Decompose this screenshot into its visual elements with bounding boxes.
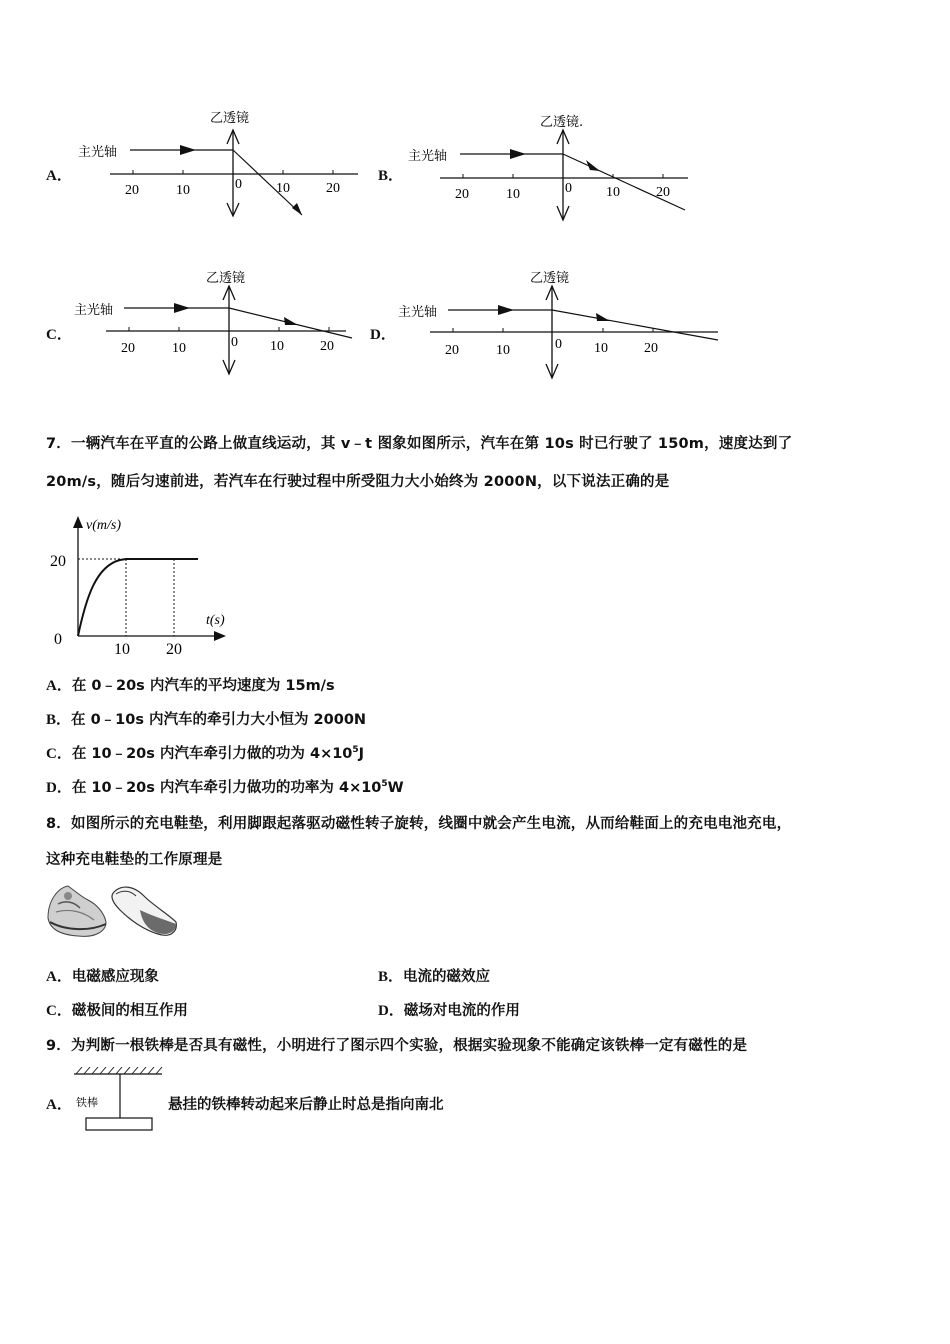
q6-option-a-letter: A． bbox=[46, 168, 72, 184]
iron-bar-label: 铁棒 bbox=[76, 1096, 98, 1109]
q6-option-c-diagram bbox=[66, 262, 366, 387]
concave-lens bbox=[227, 130, 239, 216]
q9-option-a-diagram bbox=[70, 1062, 166, 1134]
option-text: 电磁感应现象 bbox=[71, 969, 159, 985]
tick-label: 10 bbox=[594, 341, 608, 356]
refracted-ray bbox=[563, 154, 685, 210]
option-text-main: 在 10﹣20s 内汽车牵引力做功的功率为 4×10 bbox=[71, 780, 382, 796]
option-letter: D． bbox=[378, 1003, 404, 1019]
x-axis-arrow bbox=[214, 631, 226, 641]
tick-label: 20 bbox=[125, 183, 139, 198]
lens-label: 乙透镜 bbox=[210, 111, 250, 126]
tick-label: 20 bbox=[445, 343, 459, 358]
exponent: 5 bbox=[381, 779, 388, 790]
exponent: 5 bbox=[352, 745, 359, 756]
q6-option-d-diagram bbox=[390, 262, 725, 387]
tick-label: 10 bbox=[276, 181, 290, 196]
axis-ticks bbox=[453, 328, 653, 332]
option-text: 在 0﹣20s 内汽车的平均速度为 15m/s bbox=[71, 678, 335, 694]
q9-option-a-text[interactable]: 悬挂的铁棒转动起来后静止时总是指向南北 bbox=[168, 1097, 444, 1113]
q7-stem-line2: 20m/s，随后匀速前进，若汽车在行驶过程中所受阻力大小始终为 2000N，以下说法正确的是 bbox=[46, 474, 670, 490]
option-text: 磁场对电流的作用 bbox=[403, 1003, 520, 1019]
tick-label: 0 bbox=[555, 337, 562, 352]
tick-label: 20 bbox=[644, 341, 658, 356]
q7-vt-graph bbox=[40, 508, 240, 658]
tick-label: 20 bbox=[320, 339, 334, 354]
q6-option-b-letter: B． bbox=[378, 168, 404, 184]
y-value-label: 20 bbox=[50, 553, 66, 570]
tick-label: 10 bbox=[172, 341, 186, 356]
q8-stem-line1: 8．如图所示的充电鞋垫，利用脚跟起落驱动磁性转子旋转，线圈中就会产生电流，从而给鞋面上的充电电池充电， bbox=[46, 816, 792, 832]
ray-arrow bbox=[180, 145, 196, 155]
lens-label: 乙透镜 bbox=[530, 271, 570, 286]
x-tick-label: 10 bbox=[114, 641, 130, 658]
option-unit: W bbox=[387, 780, 404, 796]
q7-option-a[interactable] bbox=[46, 674, 335, 695]
shoe-illustration bbox=[48, 886, 106, 936]
option-letter: C． bbox=[46, 1003, 72, 1019]
y-axis-label: v(m/s) bbox=[86, 518, 121, 533]
axis-label: 主光轴 bbox=[74, 303, 114, 318]
option-letter: A． bbox=[46, 969, 72, 985]
option-letter: C． bbox=[46, 746, 72, 762]
option-text: 磁极间的相互作用 bbox=[71, 1003, 188, 1019]
option-letter: B． bbox=[378, 969, 404, 985]
ceiling-hatch bbox=[76, 1067, 162, 1074]
axis-label: 主光轴 bbox=[408, 149, 448, 164]
option-text: 电流的磁效应 bbox=[403, 969, 491, 985]
q8-option-d[interactable] bbox=[378, 999, 520, 1020]
q9-option-a-letter: A． bbox=[46, 1097, 72, 1113]
option-text: 在 0﹣10s 内汽车的牵引力大小恒为 2000N bbox=[71, 712, 367, 728]
option-letter: A． bbox=[46, 678, 72, 694]
y-axis-arrow bbox=[73, 516, 83, 528]
q6-option-d-letter: D． bbox=[370, 327, 396, 343]
ray-arrow bbox=[292, 203, 302, 215]
tick-label: 10 bbox=[176, 183, 190, 198]
option-text bbox=[72, 746, 364, 762]
axis-label: 主光轴 bbox=[78, 145, 118, 160]
ray-arrow bbox=[174, 303, 190, 313]
ray-arrow bbox=[510, 149, 526, 159]
option-letter: D． bbox=[46, 780, 72, 796]
lens-label: 乙透镜. bbox=[540, 115, 584, 130]
tick-label: 20 bbox=[455, 187, 469, 202]
q7-option-b[interactable] bbox=[46, 708, 366, 729]
tick-label: 10 bbox=[496, 343, 510, 358]
refracted-ray bbox=[233, 150, 302, 215]
vt-curve bbox=[78, 559, 198, 636]
tick-label: 10 bbox=[270, 339, 284, 354]
q6-option-c-letter: C． bbox=[46, 327, 72, 343]
axis-label: 主光轴 bbox=[398, 305, 438, 320]
q7-stem-line1: 7．一辆汽车在平直的公路上做直线运动，其 v﹣t 图象如图所示，汽车在第 10s 时已行驶了 150m，速度达到了 bbox=[46, 436, 793, 452]
option-text bbox=[72, 780, 404, 796]
origin-label: 0 bbox=[54, 631, 62, 648]
tick-label: 10 bbox=[606, 185, 620, 200]
option-letter: B． bbox=[46, 712, 72, 728]
option-unit: J bbox=[358, 746, 365, 762]
q9-stem-line1: 9．为判断一根铁棒是否具有磁性，小明进行了图示四个实验，根据实验现象不能确定该铁棒一定有磁性的是 bbox=[46, 1038, 748, 1054]
iron-bar bbox=[86, 1118, 152, 1130]
q8-stem-line2: 这种充电鞋垫的工作原理是 bbox=[46, 852, 223, 868]
q7-option-c[interactable] bbox=[46, 742, 364, 763]
tick-label: 20 bbox=[656, 185, 670, 200]
refracted-ray bbox=[552, 310, 718, 340]
charging-insole-image bbox=[44, 878, 180, 942]
q6-option-b-diagram bbox=[400, 104, 700, 229]
q6-option-a-diagram bbox=[70, 100, 370, 225]
tick-label: 0 bbox=[231, 335, 238, 350]
insole-illustration bbox=[112, 887, 176, 935]
q7-option-d[interactable] bbox=[46, 776, 404, 797]
convex-lens bbox=[557, 130, 569, 220]
ray-arrow bbox=[498, 305, 514, 315]
tick-label: 20 bbox=[121, 341, 135, 356]
tick-label: 20 bbox=[326, 181, 340, 196]
lens-label: 乙透镜 bbox=[206, 271, 246, 286]
x-tick-label: 20 bbox=[166, 641, 182, 658]
tick-label: 0 bbox=[565, 181, 572, 196]
option-text-main: 在 10﹣20s 内汽车牵引力做的功为 4×10 bbox=[71, 746, 353, 762]
convex-lens bbox=[223, 286, 235, 374]
tick-label: 10 bbox=[506, 187, 520, 202]
tick-label: 0 bbox=[235, 177, 242, 192]
q8-option-c[interactable] bbox=[46, 999, 188, 1020]
x-axis-label: t(s) bbox=[206, 613, 225, 628]
q8-option-b[interactable] bbox=[378, 965, 490, 986]
q8-option-a[interactable] bbox=[46, 965, 159, 986]
